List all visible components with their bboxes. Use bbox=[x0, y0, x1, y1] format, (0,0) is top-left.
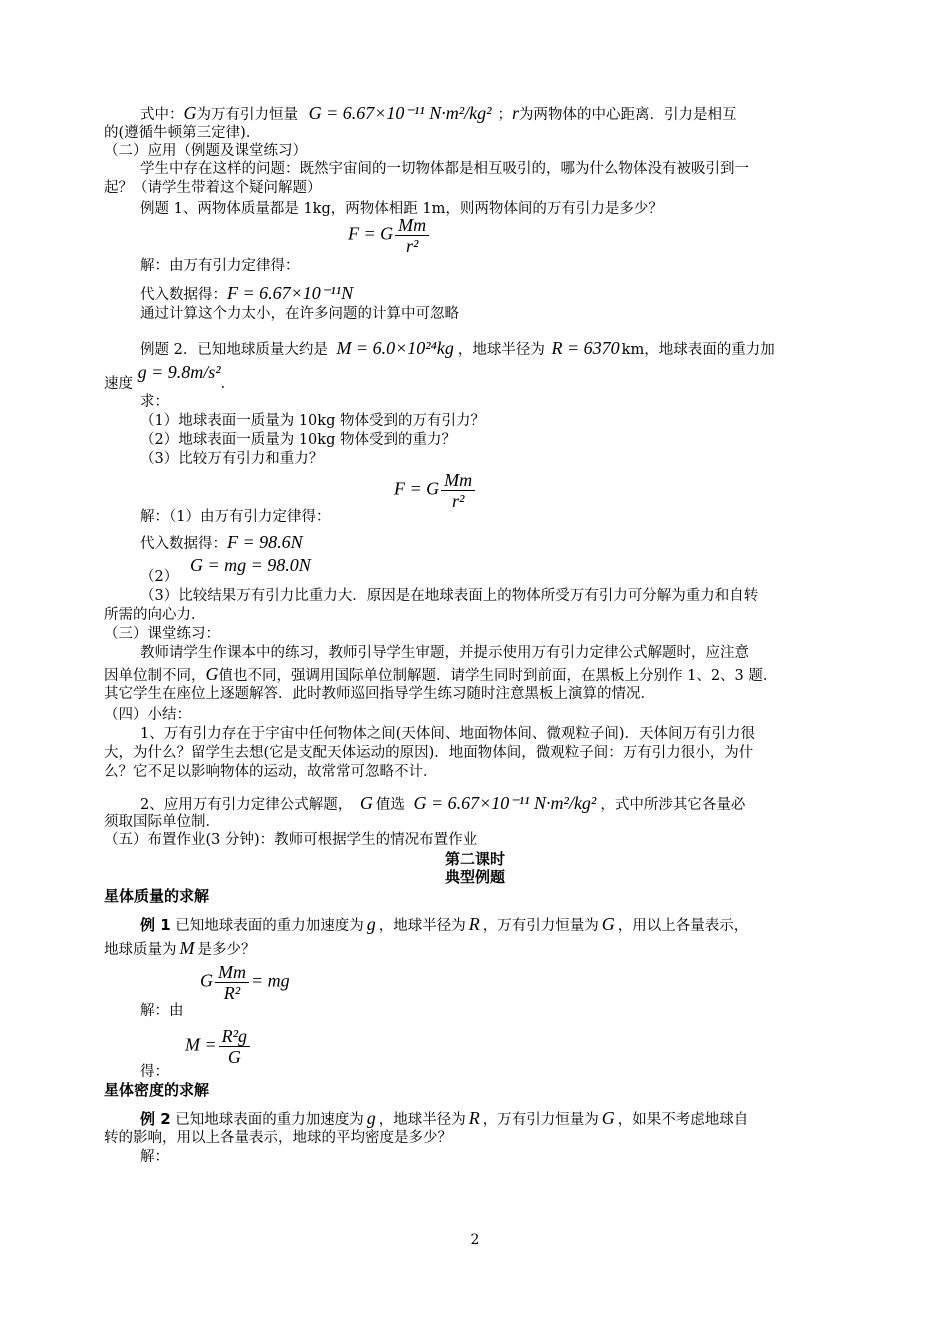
text-line: 1、万有引力存在于宇宙中任何物体之间(天体间、地面物体间、微观粒子间)．天体间万有引力很 bbox=[140, 726, 756, 742]
numerator: Mm bbox=[395, 215, 429, 236]
text-line bbox=[140, 103, 940, 125]
formula-lhs: M = bbox=[185, 1034, 217, 1055]
fraction bbox=[441, 470, 475, 511]
denominator: r² bbox=[451, 491, 465, 511]
text-line: 转的影响，用以上各量表示，地球的平均密度是多少？ bbox=[104, 1130, 452, 1146]
text-line bbox=[104, 664, 904, 686]
text: 速度 bbox=[104, 376, 133, 392]
text-line: 解：（1）由万有引力定律得： bbox=[140, 509, 331, 525]
text-line: 解：由万有引力定律得： bbox=[140, 258, 300, 274]
math-symbol: G bbox=[601, 914, 615, 934]
gravitation-formula bbox=[394, 470, 477, 511]
math-formula: F = 6.67×10⁻¹¹N bbox=[227, 283, 354, 303]
text: 为两物体的中心距离．引力是相互 bbox=[519, 107, 737, 123]
text-line: 的(遵循牛顿第三定律)． bbox=[104, 125, 261, 141]
example-text: 例题 1、两物体质量都是 1kg，两物体相距 1m，则两物体间的万有引力是多少？ bbox=[140, 201, 663, 217]
text-line bbox=[140, 532, 940, 554]
text-line bbox=[140, 1108, 940, 1130]
text-line: 起？（请学生带着这个疑问解题） bbox=[104, 180, 322, 196]
gravitation-formula bbox=[348, 215, 431, 256]
denominator: R² bbox=[223, 983, 241, 1003]
text-line: （3）比较结果万有引力比重力大．原因是在地球表面上的物体所受万有引力可分解为重力和自转 bbox=[140, 588, 759, 604]
numerator: Mm bbox=[441, 470, 475, 491]
question-item: （1）地球表面一质量为 10kg 物体受到的万有引力？ bbox=[140, 413, 485, 429]
math-symbol: G bbox=[183, 103, 197, 123]
lesson-subheading: 典型例题 bbox=[444, 868, 505, 886]
text: ，式中所涉其它各量必 bbox=[600, 797, 746, 813]
math-symbol: M bbox=[179, 938, 195, 958]
text-line: 么？它不足以影响物体的运动，故常常可忽略不计． bbox=[104, 764, 438, 780]
text: 代入数据得： bbox=[140, 287, 227, 303]
math-symbol: R bbox=[468, 914, 480, 934]
text: 式中： bbox=[140, 107, 184, 123]
math-symbol: G bbox=[359, 793, 373, 813]
topic-heading: 星体质量的求解 bbox=[104, 887, 210, 905]
denominator: G bbox=[227, 1047, 241, 1067]
text-line: 学生中存在这样的问题：既然宇宙间的一切物体都是相互吸引的，哪为什么物体没有被吸引到一 bbox=[140, 161, 749, 177]
text: 值也不同，强调用国际单位制解题．请学生同时到前面，在黑板上分别作 1、2、3 题． bbox=[218, 668, 778, 684]
math-symbol: g bbox=[366, 914, 376, 934]
math-symbol: R bbox=[468, 1108, 480, 1128]
text: km，地球表面的重力加 bbox=[621, 342, 775, 358]
section-heading: （五）布置作业(3 分钟)：教师可根据学生的情况布置作业 bbox=[104, 832, 478, 848]
text: ，用以上各量表示， bbox=[617, 918, 749, 934]
section-heading: （三）课堂练习： bbox=[104, 626, 220, 642]
text-line bbox=[140, 338, 940, 360]
numerator: R²g bbox=[219, 1026, 250, 1047]
example-label: 例 2 bbox=[140, 1110, 171, 1128]
question-item: （2）地球表面一质量为 10kg 物体受到的重力？ bbox=[140, 432, 456, 448]
text-line bbox=[140, 283, 940, 305]
text: ，地球半径为 bbox=[378, 918, 466, 934]
page-number: 2 bbox=[470, 1232, 480, 1248]
text-line: 解：由 bbox=[140, 1003, 184, 1019]
text: ； bbox=[497, 107, 512, 123]
numerator: Mm bbox=[215, 962, 249, 983]
text: 已知地球表面的重力加速度为 bbox=[175, 918, 364, 934]
denominator: r² bbox=[405, 236, 419, 256]
text: ，万有引力恒量为 bbox=[482, 918, 599, 934]
text-line bbox=[104, 938, 904, 960]
math-formula: g = 9.8m/s² bbox=[137, 362, 221, 382]
text: 代入数据得： bbox=[140, 536, 227, 552]
formula-lhs: F = G bbox=[394, 478, 440, 499]
text: 因单位制不同， bbox=[104, 668, 206, 684]
section-heading: （四）小结： bbox=[104, 707, 191, 723]
fraction bbox=[215, 962, 249, 1003]
math-symbol: G bbox=[601, 1108, 615, 1128]
text-line: 得： bbox=[140, 1064, 169, 1080]
text: ，万有引力恒量为 bbox=[482, 1112, 599, 1128]
math-formula: R = 6370 bbox=[551, 338, 620, 358]
text-line bbox=[140, 914, 940, 936]
text-line: 所需的向心力． bbox=[104, 607, 206, 623]
text: 值选 bbox=[375, 797, 405, 813]
text-line: （2） bbox=[140, 569, 179, 585]
math-formula: G = 6.67×10⁻¹¹ N·m²/kg² bbox=[413, 793, 597, 813]
example-label: 例 1 bbox=[140, 916, 171, 934]
math-symbol: g bbox=[366, 1108, 376, 1128]
text-line: 教师请学生作课本中的练习，教师引导学生审题，并提示使用万有引力定律公式解题时，应注意 bbox=[140, 645, 749, 661]
text: 地球质量为 bbox=[104, 942, 177, 958]
math-symbol: G bbox=[205, 664, 219, 684]
text: 已知地球表面的重力加速度为 bbox=[175, 1112, 364, 1128]
text: ，地球半径为 bbox=[378, 1112, 466, 1128]
topic-heading: 星体密度的求解 bbox=[104, 1081, 210, 1099]
math-formula: M = 6.0×10²⁴kg bbox=[336, 338, 454, 358]
math-formula: F = 98.6N bbox=[227, 532, 303, 552]
text-line bbox=[104, 362, 904, 394]
math-symbol: r bbox=[511, 103, 519, 123]
formula-rhs: = mg bbox=[251, 970, 290, 991]
text-line: 解： bbox=[140, 1149, 169, 1165]
question-item: （3）比较万有引力和重力？ bbox=[140, 451, 324, 467]
text-line: 通过计算这个力太小，在许多问题的计算中可忽略 bbox=[140, 306, 459, 322]
text: 是多少？ bbox=[197, 942, 256, 958]
math-formula: G = mg = 98.0N bbox=[190, 555, 311, 575]
text-line: 其它学生在座位上逐题解答．此时教师巡回指导学生练习随时注意黑板上演算的情况． bbox=[104, 686, 655, 702]
text: 例题 2．已知地球质量大约是 bbox=[140, 342, 328, 358]
text: 为万有引力恒量 bbox=[196, 107, 298, 123]
text-line: 大，为什么？留学生去想(它是支配天体运动的原因)．地面物体间，微观粒子间：万有引力很小，为什 bbox=[104, 745, 754, 761]
text: ，如果不考虑地球自 bbox=[617, 1112, 749, 1128]
formula-lhs: G bbox=[200, 970, 213, 991]
lesson-heading: 第二课时 bbox=[444, 850, 505, 868]
fraction bbox=[395, 215, 429, 256]
text: ，地球半径为 bbox=[457, 342, 545, 358]
section-heading: （二）应用（例题及课堂练习） bbox=[104, 143, 307, 159]
text-line: 求： bbox=[140, 394, 169, 410]
fraction bbox=[219, 1026, 250, 1067]
formula-lhs: F = G bbox=[348, 223, 394, 244]
text: ． bbox=[220, 376, 236, 392]
text: 2、应用万有引力定律公式解题， bbox=[140, 797, 353, 813]
math-formula: G = 6.67×10⁻¹¹ N·m²/kg² bbox=[308, 103, 492, 123]
text-line: 须取国际单位制． bbox=[104, 814, 220, 830]
weight-equation bbox=[200, 962, 290, 1003]
mass-equation bbox=[185, 1026, 252, 1067]
